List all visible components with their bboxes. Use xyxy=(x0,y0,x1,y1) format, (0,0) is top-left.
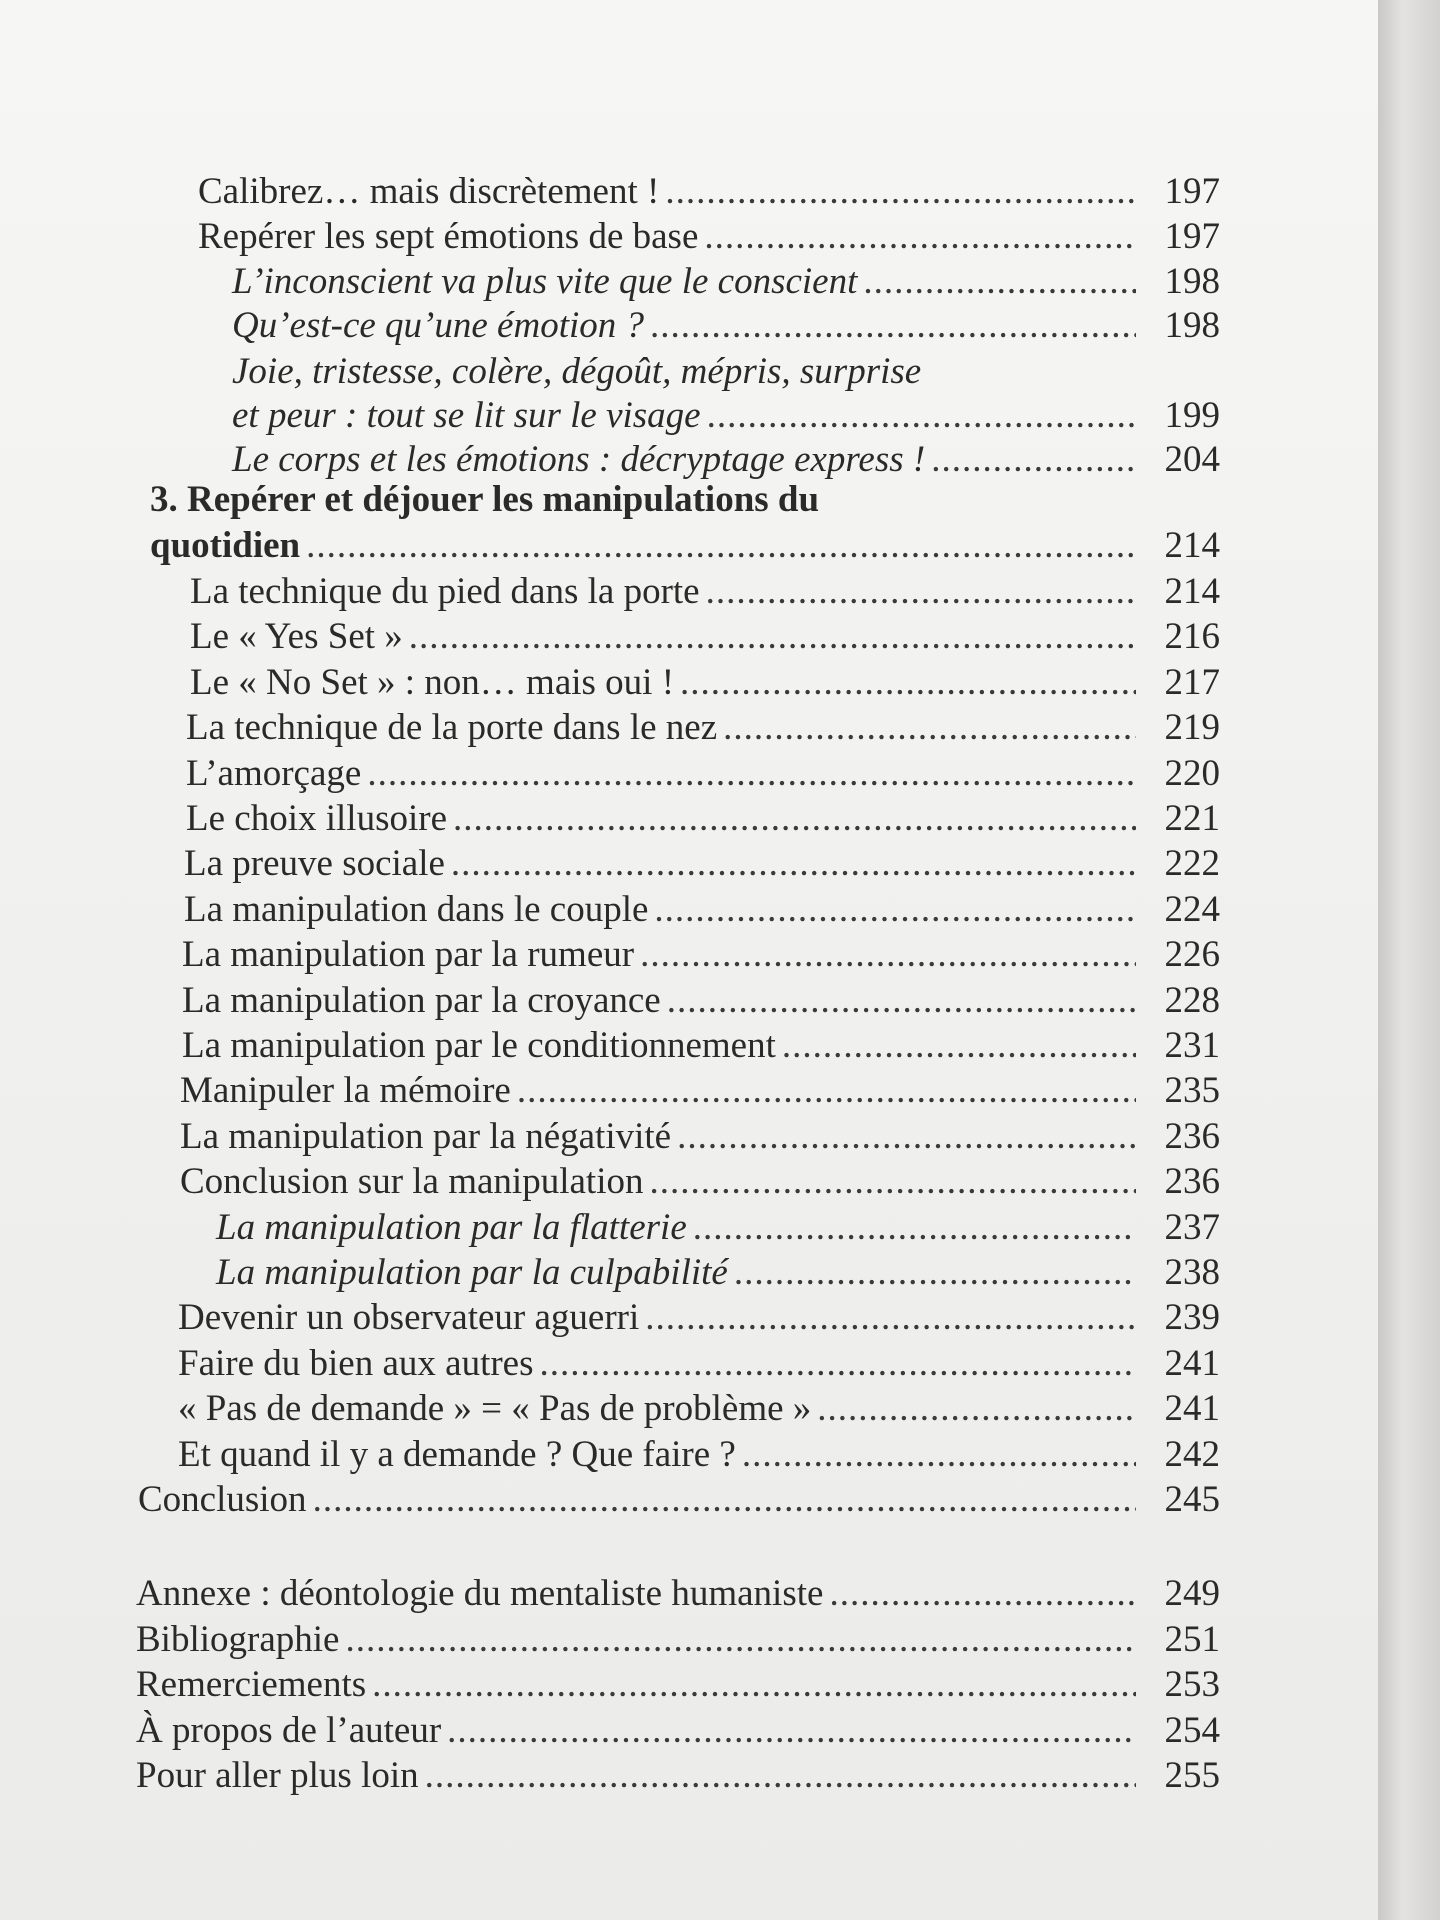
toc-entry xyxy=(190,661,1220,705)
toc-entry-title: Qu’est-ce qu’une émotion ? xyxy=(232,305,645,346)
toc-entry xyxy=(186,752,1220,796)
toc-entry-page: 214 xyxy=(1164,571,1220,612)
leader-dots xyxy=(680,661,1136,705)
toc-entry-page: 197 xyxy=(1164,171,1220,212)
toc-entry-title: Calibrez… mais discrètement ! xyxy=(198,171,660,212)
leader-dots xyxy=(640,933,1136,977)
toc-entry-title: « Pas de demande » = « Pas de problème » xyxy=(178,1388,812,1430)
toc-entry-title: La manipulation par la flatterie xyxy=(216,1206,687,1248)
leader-dots xyxy=(517,1069,1136,1113)
toc-entry xyxy=(190,570,1220,614)
toc-entry-title: Le « Yes Set » xyxy=(190,616,403,658)
leader-dots xyxy=(742,1433,1136,1477)
leader-dots xyxy=(425,1754,1136,1798)
leader-dots xyxy=(540,1342,1137,1386)
leader-dots xyxy=(863,260,1136,304)
toc-entry-page: 238 xyxy=(1164,1252,1220,1293)
toc-entry-title: Joie, tristesse, colère, dégoût, mépris, surprise xyxy=(232,351,922,392)
toc-entry-title: L’inconscient va plus vite que le conscient xyxy=(232,261,858,302)
toc-entry-title: Et quand il y a demande ? Que faire ? xyxy=(178,1433,736,1475)
toc-entry-title: La technique du pied dans la porte xyxy=(190,571,700,612)
toc-entry xyxy=(216,1251,1220,1295)
toc-entry-page: 217 xyxy=(1164,661,1220,703)
leader-dots xyxy=(782,1024,1136,1068)
chapter-heading-entry xyxy=(150,524,1220,568)
toc-entry-title: La manipulation par le conditionnement xyxy=(182,1025,776,1066)
toc-entry-page: 221 xyxy=(1164,798,1220,839)
toc-entry xyxy=(182,1024,1220,1068)
toc-entry xyxy=(182,979,1220,1023)
leader-dots xyxy=(706,570,1136,614)
toc-entry xyxy=(138,1478,1220,1522)
toc-entry xyxy=(136,1754,1220,1798)
toc-entry xyxy=(180,1069,1220,1113)
chapter-heading: 3. Repérer et déjouer les manipulations du xyxy=(150,479,820,520)
toc-entry xyxy=(182,933,1220,977)
toc-entry xyxy=(178,1342,1220,1386)
page-edge xyxy=(1378,0,1440,1920)
leader-dots xyxy=(734,1251,1136,1295)
toc-entry-title: Bibliographie xyxy=(136,1618,340,1660)
chapter-heading-page: 214 xyxy=(1164,525,1220,566)
toc-entry-title: Conclusion xyxy=(138,1479,307,1520)
toc-entry-page: 231 xyxy=(1164,1025,1220,1066)
toc-entry xyxy=(186,706,1220,750)
toc-entry-title: et peur : tout se lit sur le visage xyxy=(232,395,701,436)
toc-entry-page: 242 xyxy=(1164,1433,1220,1475)
toc-entry xyxy=(232,394,1220,438)
toc-entry xyxy=(136,1572,1220,1616)
leader-dots xyxy=(667,979,1136,1023)
toc-entry-page: 254 xyxy=(1164,1709,1220,1751)
leader-dots xyxy=(829,1572,1136,1616)
toc-entry-page: 222 xyxy=(1164,843,1220,885)
toc-entry-title: Pour aller plus loin xyxy=(136,1755,419,1796)
toc-entry-page: 249 xyxy=(1164,1573,1220,1614)
toc-entry-title: Le corps et les émotions : décryptage express ! xyxy=(232,439,926,480)
leader-dots xyxy=(451,842,1136,886)
toc-entry-page: 224 xyxy=(1164,888,1220,930)
toc-entry xyxy=(136,1709,1220,1753)
toc-entry-title: Remerciements xyxy=(136,1664,367,1705)
toc-entry xyxy=(184,842,1220,886)
leader-dots xyxy=(645,1296,1136,1340)
toc-entry-page: 255 xyxy=(1164,1755,1220,1796)
toc-entry-page: 226 xyxy=(1164,934,1220,976)
leader-dots xyxy=(704,215,1136,259)
leader-dots xyxy=(665,170,1136,214)
toc-entry xyxy=(178,1296,1220,1340)
toc-entry-page: 198 xyxy=(1164,305,1220,346)
leader-dots xyxy=(650,304,1136,348)
toc-entry xyxy=(190,615,1220,659)
leader-dots xyxy=(447,1709,1136,1753)
leader-dots xyxy=(409,615,1136,659)
toc-entry-title: La manipulation par la rumeur xyxy=(182,934,635,976)
toc-entry-page: 198 xyxy=(1164,261,1220,302)
toc-entry-page: 245 xyxy=(1164,1479,1220,1520)
toc-entry-page: 251 xyxy=(1164,1618,1220,1660)
toc-entry-page: 220 xyxy=(1164,752,1220,794)
toc-entry-title: Le « No Set » : non… mais oui ! xyxy=(190,661,675,703)
leader-dots xyxy=(345,1618,1136,1662)
toc-entry xyxy=(198,170,1220,214)
leader-dots xyxy=(693,1206,1136,1250)
toc-entry-page: 197 xyxy=(1164,216,1220,257)
toc-entry-title: L’amorçage xyxy=(186,752,362,794)
leader-dots xyxy=(677,1115,1136,1159)
toc-entry-title: La manipulation dans le couple xyxy=(184,888,649,930)
toc-entry-title: Le choix illusoire xyxy=(186,798,447,839)
toc-entry-page: 237 xyxy=(1164,1206,1220,1248)
toc-entry-title: Faire du bien aux autres xyxy=(178,1342,534,1384)
toc-entry-title: Annexe : déontologie du mentaliste humaniste xyxy=(136,1573,824,1614)
toc-entry-page: 241 xyxy=(1164,1342,1220,1384)
toc-entry-page: 199 xyxy=(1164,395,1220,436)
toc-entry xyxy=(186,797,1220,841)
toc-entry-page: 204 xyxy=(1164,439,1220,480)
leader-dots xyxy=(372,1663,1136,1707)
toc-entry xyxy=(184,888,1220,932)
leader-dots xyxy=(707,394,1136,438)
toc-entry xyxy=(232,260,1220,304)
toc-entry xyxy=(232,438,1220,482)
toc-entry-title: Devenir un observateur aguerri xyxy=(178,1297,640,1339)
toc-entry-page: 235 xyxy=(1164,1070,1220,1112)
toc-entry-page: 219 xyxy=(1164,707,1220,749)
toc-entry-page: 239 xyxy=(1164,1297,1220,1339)
leader-dots xyxy=(723,706,1136,750)
toc-entry xyxy=(178,1387,1220,1431)
leader-dots xyxy=(367,752,1136,796)
toc-entry-title: La technique de la porte dans le nez xyxy=(186,707,718,749)
leader-dots xyxy=(453,797,1136,841)
toc-entry-title: Conclusion sur la manipulation xyxy=(180,1161,644,1203)
toc-entry-page: 236 xyxy=(1164,1161,1220,1203)
toc-entry-page: 241 xyxy=(1164,1388,1220,1430)
toc-entry xyxy=(232,304,1220,348)
leader-dots xyxy=(654,888,1136,932)
toc-entry-title: Repérer les sept émotions de base xyxy=(198,216,699,257)
toc-entry-title: À propos de l’auteur xyxy=(136,1709,442,1751)
leader-dots xyxy=(649,1160,1136,1204)
toc-entry xyxy=(216,1206,1220,1250)
toc-entry-page: 253 xyxy=(1164,1664,1220,1705)
toc-entry xyxy=(136,1663,1220,1707)
toc-entry-page: 236 xyxy=(1164,1115,1220,1157)
chapter-heading-title: quotidien xyxy=(150,525,301,566)
toc-entry-title: La manipulation par la négativité xyxy=(180,1115,672,1157)
toc-entry-title: Manipuler la mémoire xyxy=(180,1070,511,1112)
toc-entry xyxy=(198,215,1220,259)
toc-entry xyxy=(180,1160,1220,1204)
toc-entry-title: La manipulation par la culpabilité xyxy=(216,1252,728,1293)
toc-entry xyxy=(178,1433,1220,1477)
leader-dots xyxy=(306,524,1136,568)
leader-dots xyxy=(931,438,1136,482)
toc-entry-page: 228 xyxy=(1164,979,1220,1021)
leader-dots xyxy=(817,1387,1136,1431)
toc-entry xyxy=(180,1115,1220,1159)
toc-entry-title: La manipulation par la croyance xyxy=(182,979,661,1021)
toc-entry-title: La preuve sociale xyxy=(184,843,445,885)
toc-entry xyxy=(136,1618,1220,1662)
leader-dots xyxy=(313,1478,1136,1522)
toc-entry-page: 216 xyxy=(1164,616,1220,658)
